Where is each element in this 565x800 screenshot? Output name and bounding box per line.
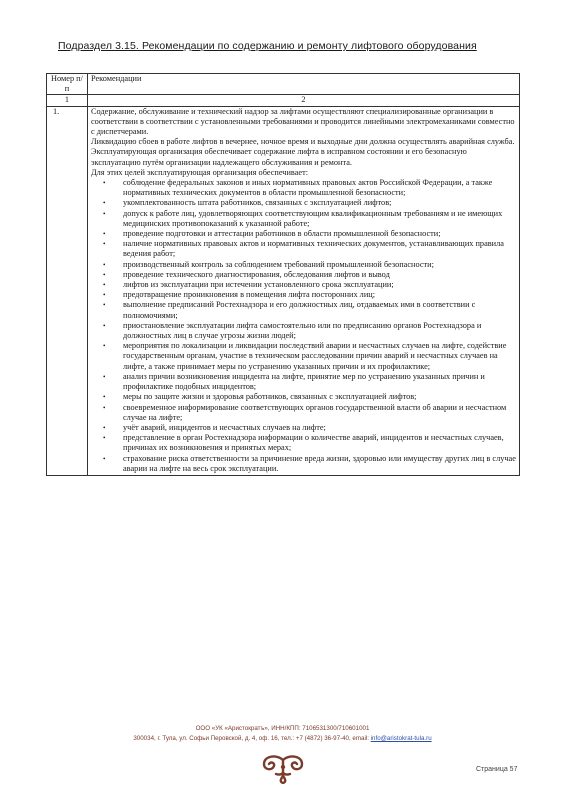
table-header-row	[47, 74, 520, 95]
paragraph: Эксплуатирующая организация обеспечивает содержание лифта в исправном состоянии и его безопасную эксплуатацию путём организации надлежащего обслуживания и ремонта.	[91, 147, 467, 167]
column-index-row	[47, 95, 520, 106]
list-item: • соблюдение федеральных законов и иных нормативных правовых актов Российской Федерации, а также нормативных технических документов в области промышленной безопасности;	[91, 178, 516, 198]
page-number: Страница 57	[476, 766, 518, 773]
list-item: • своевременное информирование соответствующих органов государственной власти об аварии и несчастном случае на лифте;	[91, 403, 516, 423]
header-number: Номер п/п	[47, 74, 88, 95]
list-item: • страхование риска ответственности за причинение вреда жизни, здоровью или имуществу других лиц в случае аварии на лифте на весь срок эксплуатации.	[91, 454, 516, 474]
section-heading: Подраздел 3.15. Рекомендации по содержанию и ремонту лифтового оборудования	[58, 40, 477, 52]
list-item: • выполнение предписаний Ростехнадзора и его должностных лиц, отдаваемых ими в соответствии с полномочиями;	[91, 300, 516, 320]
footer-company: ООО «УК «Аристократъ», ИНН/КПП: 7106531300/710601001	[195, 725, 370, 732]
list-item: • мероприятия по локализации и ликвидации последствий аварии и несчастных случаев на лифте, содействие государственным органам, участие в техническом расследовании причин аварий и несчастных случаев на лифте, а также принимает меры по устранению указанных причин и их профилактике;	[91, 341, 516, 372]
ornament-logo-icon	[256, 754, 310, 784]
recommendation-text	[88, 106, 520, 475]
list-item: • проведение технического диагностирования, обследования лифтов и вывод	[91, 270, 516, 280]
list-item: • учёт аварий, инцидентов и несчастных случаев на лифте;	[91, 423, 516, 433]
list-item: • укомплектованность штата работников, связанных с эксплуатацией лифтов;	[91, 198, 516, 208]
header-recommendations: Рекомендации	[88, 74, 520, 95]
recommendations-table	[46, 73, 520, 476]
list-item: • наличие нормативных правовых актов и нормативных технических документов, устанавливающих правила ведения работ;	[91, 239, 516, 259]
list-item: • представление в орган Ростехнадзора информации о количестве аварий, инцидентов и несчастных случаев, причинах их возникновения и принятых мерах;	[91, 433, 516, 453]
list-item: • предотвращение проникновения в помещения лифта посторонних лиц;	[91, 290, 516, 300]
column-index-1: 1	[47, 95, 88, 106]
footer-address-line	[0, 734, 565, 744]
list-item: • проведение подготовки и аттестации работников в области промышленной безопасности;	[91, 229, 516, 239]
page-footer	[0, 724, 565, 744]
footer-email-link[interactable]: info@aristokrat-tula.ru	[370, 735, 432, 742]
paragraph: Ликвидацию сбоев в работе лифтов в вечернее, ночное время и выходные дни должна осуществлять аварийная служба.	[91, 137, 515, 147]
list-item: • допуск к работе лиц, удовлетворяющих соответствующим квалификационным требованиям и не имеющих медицинских противопоказаний к указанной работе;	[91, 209, 516, 229]
paragraph: Для этих целей эксплуатирующая организация обеспечивает:	[91, 167, 309, 177]
list-item: • меры по защите жизни и здоровья работников, связанных с эксплуатацией лифтов;	[91, 392, 516, 402]
table-row	[47, 106, 520, 475]
list-item: • производственный контроль за соблюдением требований промышленной безопасности;	[91, 260, 516, 270]
column-index-2: 2	[88, 95, 520, 106]
paragraph: Содержание, обслуживание и технический надзор за лифтами осуществляют специализированные организации в соответствии в соответствии с установленными требованиями и проводится линейными электромеханиками совместно с диспетчерами.	[91, 106, 515, 137]
footer-address: 300034, г. Тула, ул. Софьи Перовской, д. 4, оф. 16, тел.: +7 (4872) 36-97-40, email:	[133, 735, 371, 742]
list-item: • приостановление эксплуатации лифта самостоятельно или по предписанию органов Ростехнадзора и должностных лиц в случае угрозы жизни людей;	[91, 321, 516, 341]
row-number: 1.	[47, 106, 88, 475]
list-item: • лифтов из эксплуатации при истечении установленного срока эксплуатации;	[91, 280, 516, 290]
list-item: • анализ причин возникновения инцидента на лифте, принятие мер по устранению указанных причин и профилактике подобных инцидентов;	[91, 372, 516, 392]
obligations-list	[91, 178, 516, 474]
